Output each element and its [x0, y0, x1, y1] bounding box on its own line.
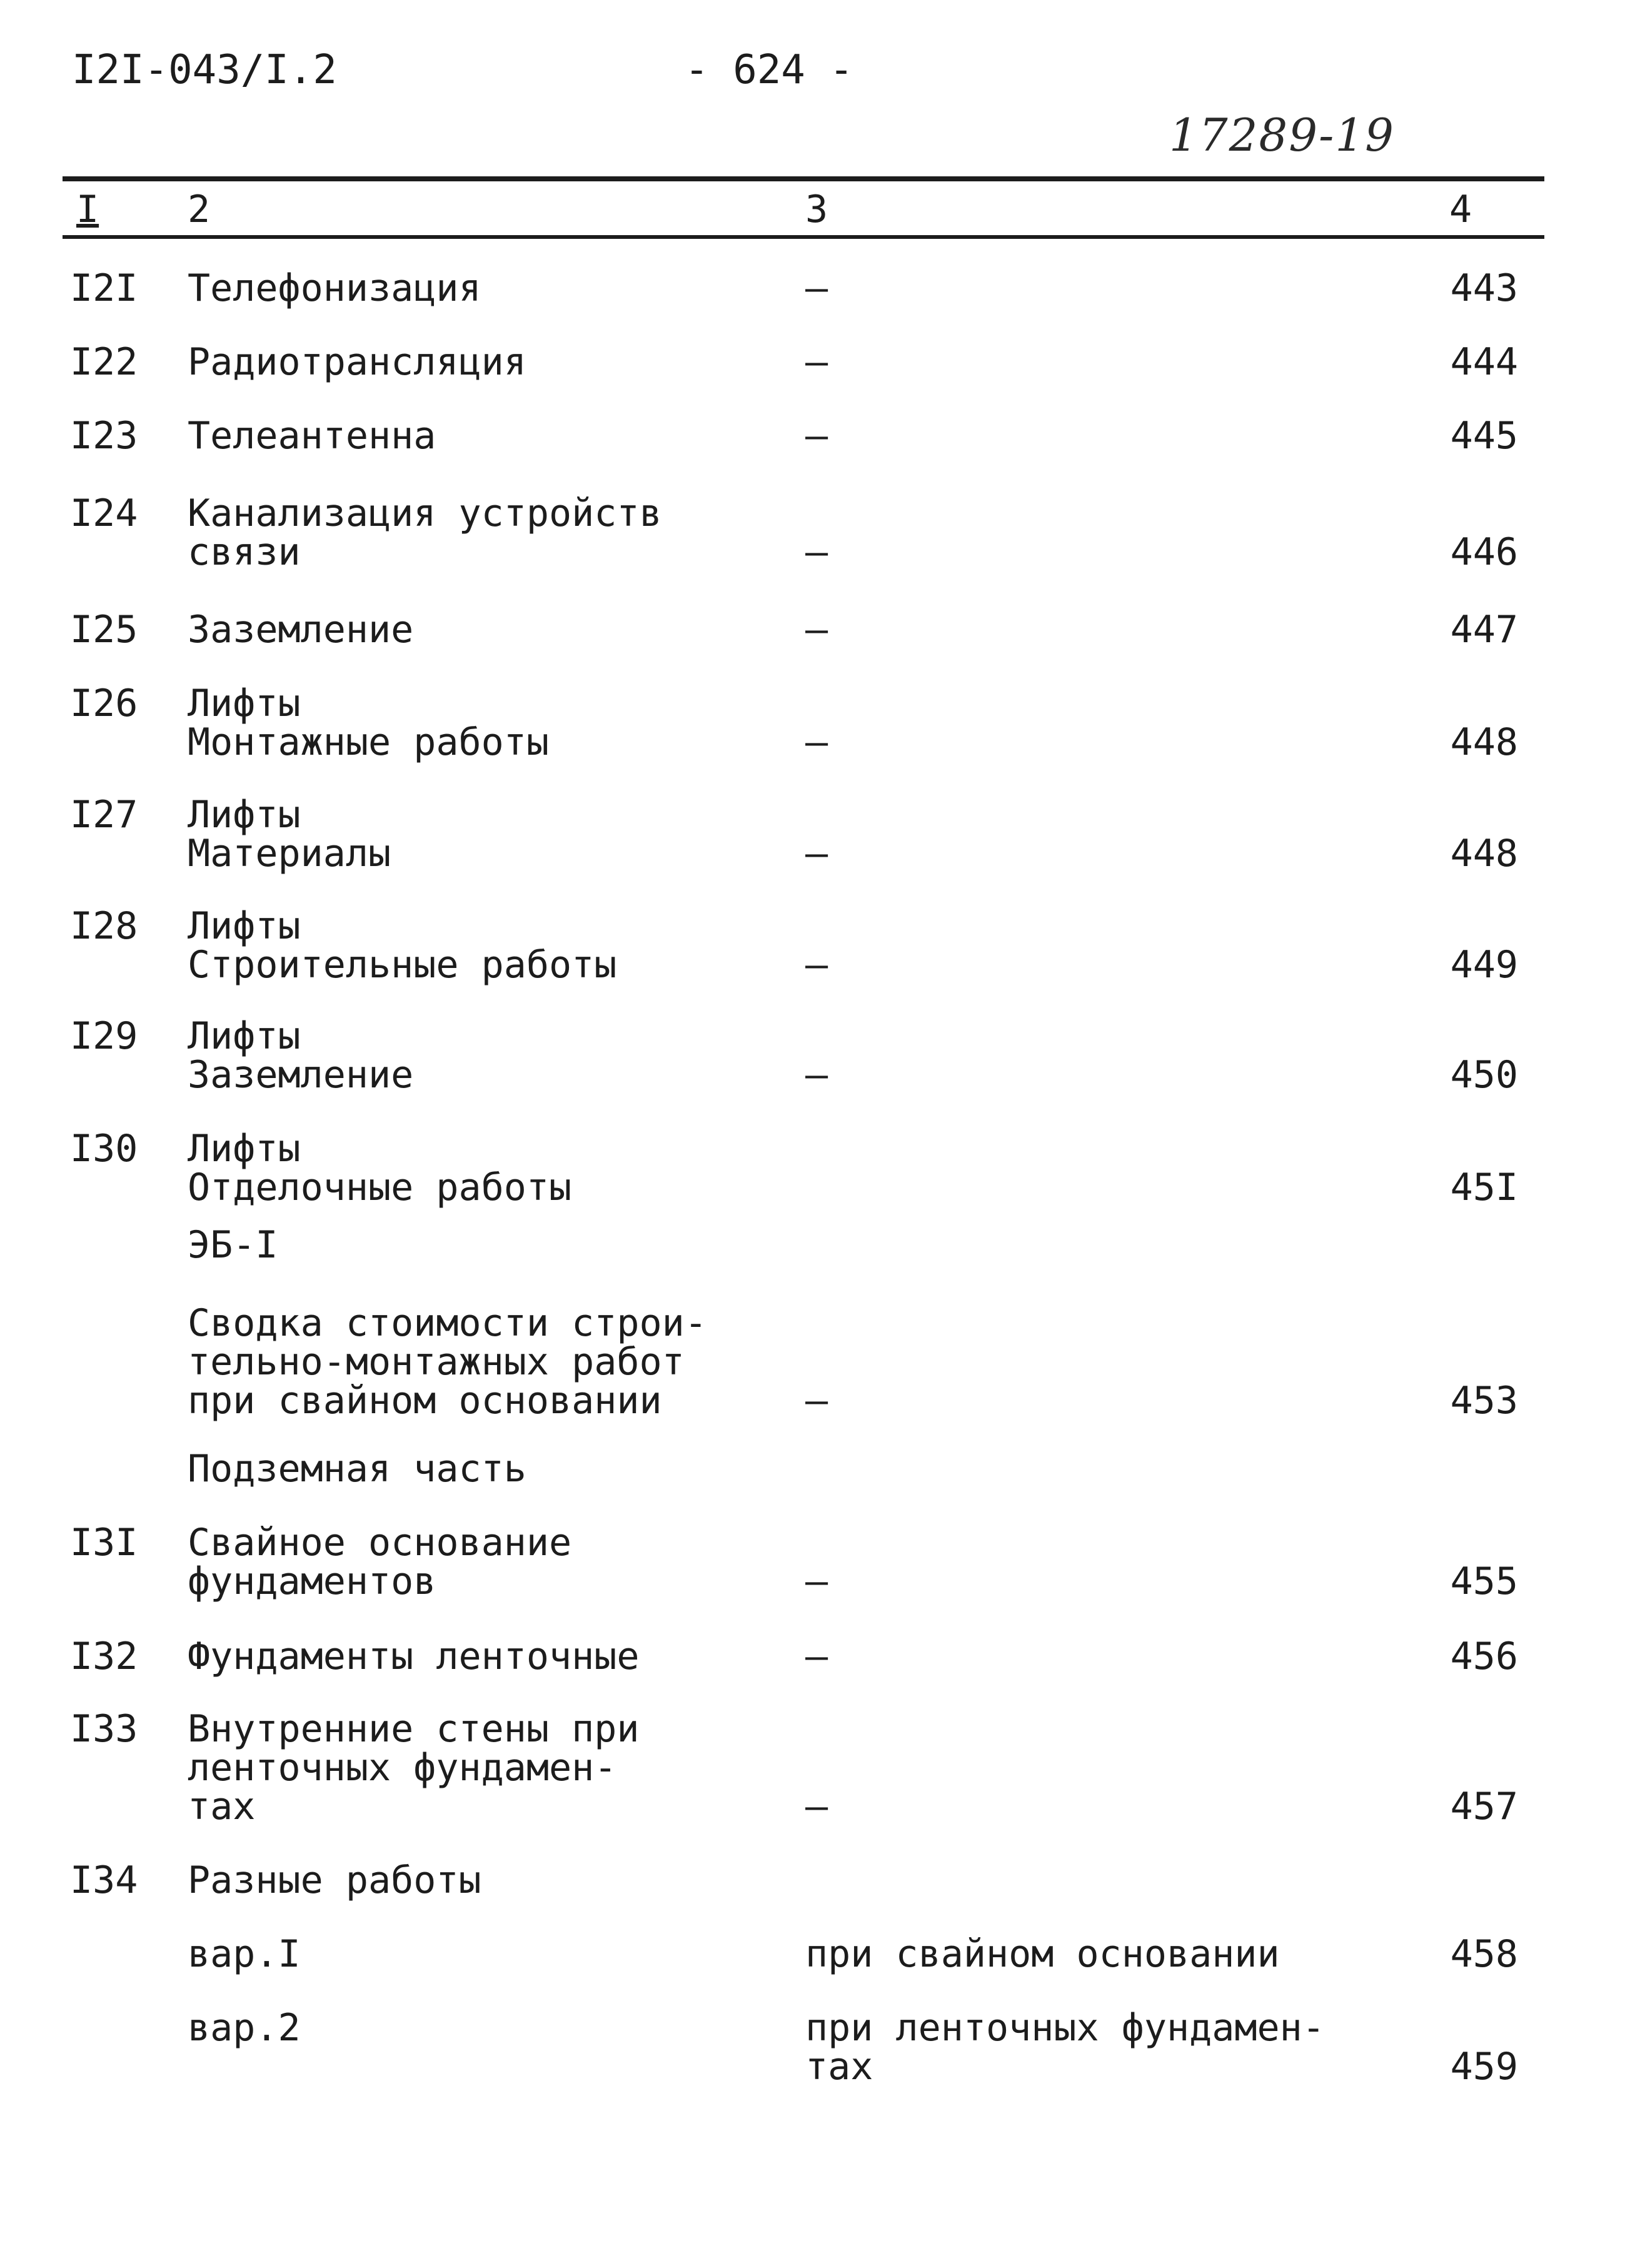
- row-note-line: —: [805, 1785, 828, 1828]
- row-note: [805, 720, 1406, 764]
- row-title-line: Заземление: [188, 1053, 414, 1097]
- row-note: [805, 1932, 1406, 1976]
- row-note-line: —: [805, 340, 828, 384]
- row-title: [188, 340, 800, 384]
- row-note-line: —: [805, 530, 828, 574]
- row-title-line: Монтажные работы: [188, 720, 549, 764]
- column-header-3: 3: [805, 188, 828, 231]
- row-page: 448: [1450, 832, 1518, 875]
- row-number: I34: [70, 1858, 138, 1902]
- page-number: - 624 -: [685, 47, 853, 93]
- row-title: [188, 2006, 800, 2050]
- row-title: [188, 904, 800, 987]
- row-title-line: Лифты: [188, 904, 301, 948]
- row-number: I30: [70, 1127, 138, 1171]
- row-title: [188, 795, 800, 873]
- row-note-line: —: [805, 414, 828, 458]
- row-number: I23: [70, 414, 138, 458]
- row-title: [188, 1014, 800, 1097]
- row-title-line: вар.I: [188, 1932, 301, 1976]
- row-title: [188, 1707, 800, 1828]
- row-note: [805, 608, 1406, 652]
- row-title-line: тельно-монтажных работ: [188, 1340, 685, 1384]
- handwritten-stamp: 17289-19: [1169, 109, 1395, 161]
- row-note: [805, 943, 1406, 987]
- row-note: [805, 1787, 1406, 1826]
- row-number: I3I: [70, 1521, 138, 1565]
- row-title-line: Фундаменты ленточные: [188, 1635, 640, 1678]
- row-title: [188, 266, 800, 310]
- row-title-line: Свайное основание: [188, 1521, 572, 1565]
- row-title: [188, 608, 800, 652]
- row-title-line: Лифты: [188, 1127, 301, 1171]
- row-number: I32: [70, 1635, 138, 1678]
- row-note-line: —: [805, 943, 828, 987]
- row-number: I28: [70, 904, 138, 948]
- row-note: [805, 340, 1406, 384]
- row-title-line: Внутренние стены при: [188, 1707, 640, 1751]
- row-title-line: Канализация устройств: [188, 491, 662, 535]
- row-title: [188, 1301, 800, 1423]
- row-note-line: тах: [805, 2045, 873, 2089]
- row-note: [805, 2006, 1406, 2089]
- row-page: 453: [1450, 1379, 1518, 1423]
- column-header-2: 2: [188, 188, 211, 231]
- row-number: I22: [70, 340, 138, 384]
- row-title-line: Радиотрансляция: [188, 340, 526, 384]
- row-note: [805, 1637, 1406, 1676]
- row-note-line: —: [805, 266, 828, 310]
- row-number: I27: [70, 793, 138, 837]
- row-title-line: связи: [188, 530, 301, 574]
- row-number: I24: [70, 491, 138, 535]
- row-title-line: Материалы: [188, 832, 391, 875]
- row-note: [805, 834, 1406, 873]
- row-title: [188, 1637, 800, 1676]
- row-note-line: —: [805, 1379, 828, 1423]
- row-note: [805, 1379, 1406, 1423]
- table-header-rule: [63, 235, 1544, 239]
- row-note-line: —: [805, 1560, 828, 1603]
- row-title-line: вар.2: [188, 2006, 301, 2050]
- row-title-line: при свайном основании: [188, 1379, 662, 1423]
- row-page: 450: [1450, 1053, 1518, 1097]
- row-page: 449: [1450, 943, 1518, 987]
- row-title-line: Заземление: [188, 608, 414, 652]
- row-note-line: при свайном основании: [805, 1932, 1280, 1976]
- row-note: [805, 530, 1406, 574]
- row-title: [188, 1523, 800, 1601]
- row-title-line: ленточных фундамен-: [188, 1746, 617, 1790]
- row-note-line: —: [805, 608, 828, 652]
- row-title: [188, 1223, 800, 1267]
- row-title-line: Строительные работы: [188, 943, 617, 987]
- table-top-rule: [63, 176, 1544, 181]
- row-title-line: ЭБ-I: [188, 1223, 278, 1267]
- row-title-line: Сводка стоимости строи-: [188, 1301, 707, 1345]
- row-number: I29: [70, 1014, 138, 1058]
- row-number: I26: [70, 682, 138, 725]
- document-code: I2I-043/I.2: [72, 47, 337, 93]
- row-number: I25: [70, 608, 138, 652]
- row-title: [188, 1858, 800, 1902]
- row-page: 456: [1450, 1635, 1518, 1678]
- row-note-line: —: [805, 832, 828, 875]
- row-page: 459: [1450, 2045, 1518, 2089]
- row-page: 458: [1450, 1932, 1518, 1976]
- row-title: [188, 1932, 800, 1976]
- row-note: [805, 1562, 1406, 1601]
- column-header-1: I: [76, 188, 99, 231]
- row-title: [188, 1447, 800, 1491]
- row-title: [188, 1129, 800, 1207]
- row-title: [188, 414, 800, 458]
- row-page: 443: [1450, 266, 1518, 310]
- row-title-line: тах: [188, 1785, 256, 1828]
- row-page: 445: [1450, 414, 1518, 458]
- row-number: I33: [70, 1707, 138, 1751]
- row-title-line: Разные работы: [188, 1858, 481, 1902]
- row-page: 455: [1450, 1560, 1518, 1603]
- row-note-line: —: [805, 1053, 828, 1097]
- row-number: I2I: [70, 266, 138, 310]
- row-title-line: Телефонизация: [188, 266, 481, 310]
- row-title: [188, 684, 800, 762]
- row-title-line: Отделочные работы: [188, 1166, 572, 1209]
- row-title-line: фундаментов: [188, 1560, 436, 1603]
- row-page: 457: [1450, 1785, 1518, 1828]
- row-title-line: Телеантенна: [188, 414, 436, 458]
- row-title-line: Лифты: [188, 793, 301, 837]
- row-note: [805, 414, 1406, 458]
- row-page: 446: [1450, 530, 1518, 574]
- row-title-line: Подземная часть: [188, 1447, 526, 1491]
- row-note: [805, 1053, 1406, 1097]
- row-page: 444: [1450, 340, 1518, 384]
- row-note-line: —: [805, 1635, 828, 1678]
- row-page: 45I: [1450, 1166, 1518, 1209]
- row-note: [805, 266, 1406, 310]
- row-title-line: Лифты: [188, 1014, 301, 1058]
- row-title: [188, 491, 800, 574]
- row-page: 448: [1450, 720, 1518, 764]
- row-page: 447: [1450, 608, 1518, 652]
- row-title-line: Лифты: [188, 682, 301, 725]
- row-note-line: при ленточных фундамен-: [805, 2006, 1325, 2050]
- column-header-4: 4: [1449, 188, 1472, 231]
- row-note-line: —: [805, 720, 828, 764]
